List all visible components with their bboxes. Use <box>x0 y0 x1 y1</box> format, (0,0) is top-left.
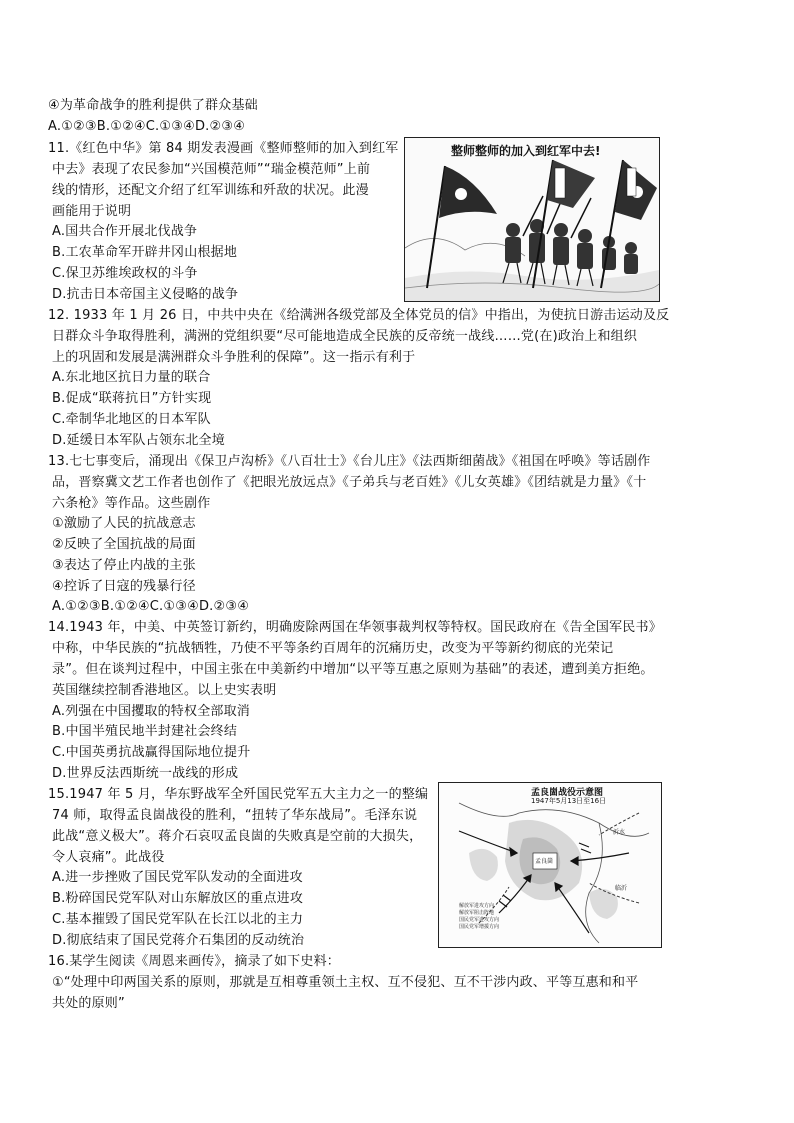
question-14-stem-line-2: 中称，中华民族的“抗战牺牲，乃使不平等条约百周年的沉痛历史，改变为平等新约彻底的光荣记 <box>52 641 614 656</box>
map-label-linyi: 临沂 <box>615 885 628 892</box>
answer-choices-q10: A.①②③B.①②④C.①③④D.②③④ <box>48 119 246 134</box>
question-14-stem-line-3: 录”。但在谈判过程中，中国主张在中美新约中增加“以平等互惠之原则为基础”的表述，遭到美方拒绝。 <box>52 662 654 677</box>
cartoon-image <box>404 137 660 302</box>
cartoon-illustration <box>405 138 659 301</box>
question-15-stem-line-2: 74 师，取得孟良崮战役的胜利，“扭转了华东战局”。毛泽东说 <box>52 808 418 823</box>
question-13-stem-line-3: 六条枪》等作品。这些剧作 <box>52 496 211 511</box>
question-14-option-c: C.中国英勇抗战赢得国际地位提升 <box>52 745 251 760</box>
question-12-option-a: A.东北地区抗日力量的联合 <box>52 370 211 385</box>
map-legend <box>459 903 499 931</box>
question-13-item-1: ①激励了人民的抗战意志 <box>52 516 196 531</box>
question-14-option-b: B.中国半殖民地半封建社会终结 <box>52 724 238 739</box>
question-11-stem-line-2: 中去》表现了农民参加“兴国模范师”“瑞金模范师”上前 <box>52 162 371 177</box>
question-12-option-c: C.牵制华北地区的日本军队 <box>52 412 211 427</box>
question-15-option-d: D.彻底结束了国民党蒋介石集团的反动统治 <box>52 933 305 948</box>
question-12-option-b: B.促成“联蒋抗日”方针实现 <box>52 391 212 406</box>
question-13-stem-line-1: 13.七七事变后，涌现出《保卫卢沟桥》《八百壮士》《台儿庄》《法西斯细菌战》《祖国在呼唤》等话剧作 <box>48 454 651 469</box>
question-14-stem-line-1: 14.1943 年，中美、中英签订新约，明确废除两国在华领事裁判权等特权。国民政府在《告全国军民书》 <box>48 620 662 635</box>
question-11-option-a: A.国共合作开展北伐战争 <box>52 224 198 239</box>
map-label-yishui: 沂水 <box>613 829 626 836</box>
question-13-item-2: ②反映了全国抗战的局面 <box>52 537 196 552</box>
question-11-stem-line-4: 画能用于说明 <box>52 204 132 219</box>
option-4-q10: ④为革命战争的胜利提供了群众基础 <box>48 98 258 113</box>
question-13-item-3: ③表达了停止内战的主张 <box>52 558 196 573</box>
question-15-stem-line-1: 15.1947 年 5 月，华东野战军全歼国民党军五大主力之一的整编 <box>48 787 429 802</box>
question-12-option-d: D.延缓日本军队占领东北全境 <box>52 433 225 448</box>
question-14-option-d: D.世界反法西斯统一战线的形成 <box>52 766 239 781</box>
question-15-option-c: C.基本摧毁了国民党军队在长江以北的主力 <box>52 912 304 927</box>
battle-map-image <box>438 782 662 948</box>
question-13-stem-line-2: 品，晋察冀文艺工作者也创作了《把眼光放远点》《子弟兵与老百姓》《儿女英雄》《团结就是力量》《十 <box>52 475 647 490</box>
map-legend-item: 解放军进攻方向 <box>459 903 495 909</box>
question-12-stem-line-2: 日群众斗争取得胜利，满洲的党组织要“尽可能地造成全民族的反帝统一战线……党(在)政治上和组织 <box>52 329 638 344</box>
question-16-quote-line-1: ①“处理中印两国关系的原则，那就是互相尊重领土主权、互不侵犯、互不干涉内政、平等互惠和和平 <box>52 975 639 990</box>
question-11-stem-line-1: 11.《红色中华》第 84 期发表漫画《整师整师的加入到红军 <box>48 141 399 156</box>
question-15-option-a: A.进一步挫败了国民党军队发动的全面进攻 <box>52 870 303 885</box>
cartoon-caption: 整师整师的加入到红军中去! <box>451 144 601 158</box>
question-15-stem-line-4: 令人哀痛”。此战役 <box>52 850 165 865</box>
question-13-answer-choices: A.①②③B.①②④C.①③④D.②③④ <box>52 599 250 614</box>
question-12-stem-line-3: 上的巩固和发展是满洲群众斗争胜利的保障”。这一指示有利于 <box>52 350 416 365</box>
question-15-option-b: B.粉碎国民党军队对山东解放区的重点进攻 <box>52 891 304 906</box>
question-11-option-c: C.保卫苏维埃政权的斗争 <box>52 266 198 281</box>
question-16-quote-line-2: 共处的原则” <box>52 996 125 1011</box>
question-16-stem-line-1: 16.某学生阅读《周恩来画传》，摘录了如下史料： <box>48 954 340 969</box>
question-14-stem-line-4: 英国继续控制香港地区。以上史实表明 <box>52 683 277 698</box>
map-label-menglianggu: 孟良崮 <box>535 858 554 865</box>
question-14-option-a: A.列强在中国攫取的特权全部取消 <box>52 704 250 719</box>
map-subtitle: 1947年5月13日至16日 <box>531 797 607 805</box>
question-15-stem-line-3: 此战“意义极大”。蒋介石哀叹孟良崮的失败真是空前的大损失， <box>52 829 423 844</box>
map-title: 孟良崮战役示意图 <box>531 788 604 798</box>
question-11-option-b: B.工农革命军开辟井冈山根据地 <box>52 245 238 260</box>
map-legend-item: 解放军阻击阵地 <box>459 910 495 916</box>
question-11-option-d: D.抗击日本帝国主义侵略的战争 <box>52 287 239 302</box>
map-legend-item: 国民党军增援方向 <box>459 924 500 930</box>
question-12-stem-line-1: 12. 1933 年 1 月 26 日，中共中央在《给满洲各级党部及全体党员的信》中指出，为使抗日游击运动及反 <box>48 308 670 323</box>
question-11-stem-line-3: 线的情形，还配文介绍了红军训练和歼敌的状况。此漫 <box>52 183 369 198</box>
map-legend-item: 国民党军进攻方向 <box>459 917 500 923</box>
question-13-item-4: ④控诉了日寇的残暴行径 <box>52 579 196 594</box>
